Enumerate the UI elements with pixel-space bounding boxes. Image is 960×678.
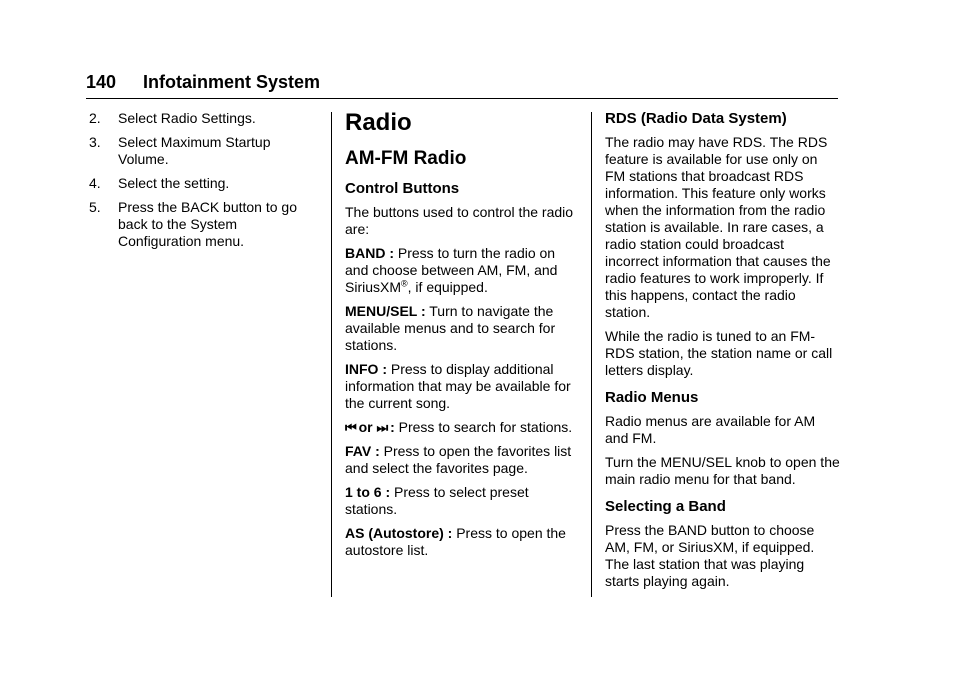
menus-paragraph-1: Radio menus are available for AM and FM. <box>605 413 816 446</box>
column-rds <box>605 110 841 597</box>
heading-radio-menus: Radio Menus <box>605 389 699 406</box>
column-divider-right <box>591 112 592 597</box>
heading-rds: RDS (Radio Data System) <box>605 110 787 127</box>
seek-back-icon: ⏮ <box>345 420 355 435</box>
fav-definition: FAV : Press to open the favorites list and select the favorites page. <box>345 443 572 476</box>
heading-radio: Radio <box>345 109 412 136</box>
page-number: 140 <box>86 72 117 92</box>
info-definition: INFO : Press to display additional information that may be available for the current song. <box>345 361 571 411</box>
band-paragraph: Press the BAND button to choose AM, FM, or SiriusXM, if equipped. The last station that was playing starts playing again. <box>605 522 815 589</box>
band-definition: BAND : Press to turn the radio on and choose between AM, FM, and SiriusXM®, if equipped. <box>345 245 558 295</box>
column-steps <box>86 110 318 257</box>
intro-paragraph: The buttons used to control the radio are: <box>345 204 574 237</box>
list-item: 3. Select Maximum Startup Volume. <box>89 134 271 167</box>
preset-definition: 1 to 6 : Press to select preset stations. <box>345 484 529 517</box>
page-header <box>86 70 838 99</box>
list-item: 2. Select Radio Settings. <box>89 110 256 126</box>
column-radio <box>345 110 581 566</box>
list-item: 5. Press the BACK button to go back to the System Configuration menu. <box>89 199 297 249</box>
list-item: 4. Select the setting. <box>89 175 230 191</box>
menu-sel-definition: MENU/SEL : Turn to navigate the available menus and to search for stations. <box>345 303 556 353</box>
steps-list <box>86 110 318 250</box>
heading-am-fm-radio: AM-FM Radio <box>345 148 467 169</box>
heading-control-buttons: Control Buttons <box>345 180 460 197</box>
menus-paragraph-2: Turn the MENU/SEL knob to open the main radio menu for that band. <box>605 454 840 487</box>
heading-selecting-band: Selecting a Band <box>605 498 726 515</box>
seek-definition: ⏮ or ⏭ : Press to search for stations. <box>345 419 573 435</box>
autostore-definition: AS (Autostore) : Press to open the autostore list. <box>345 525 566 558</box>
seek-forward-icon: ⏭ <box>376 420 387 435</box>
rds-paragraph-1: The radio may have RDS. The RDS feature is available for use only on FM stations that broadcast RDS information. This feature only works when the information from the radio station is available. In rare cases, a radio station could broadcast incorrect information that causes the radio features to work improperly. If this happens, contact the radio station. <box>605 134 831 320</box>
rds-paragraph-2: While the radio is tuned to an FM-RDS station, the station name or call letters display. <box>605 328 833 378</box>
section-title: Infotainment System <box>143 72 321 92</box>
column-divider-left <box>331 112 332 597</box>
